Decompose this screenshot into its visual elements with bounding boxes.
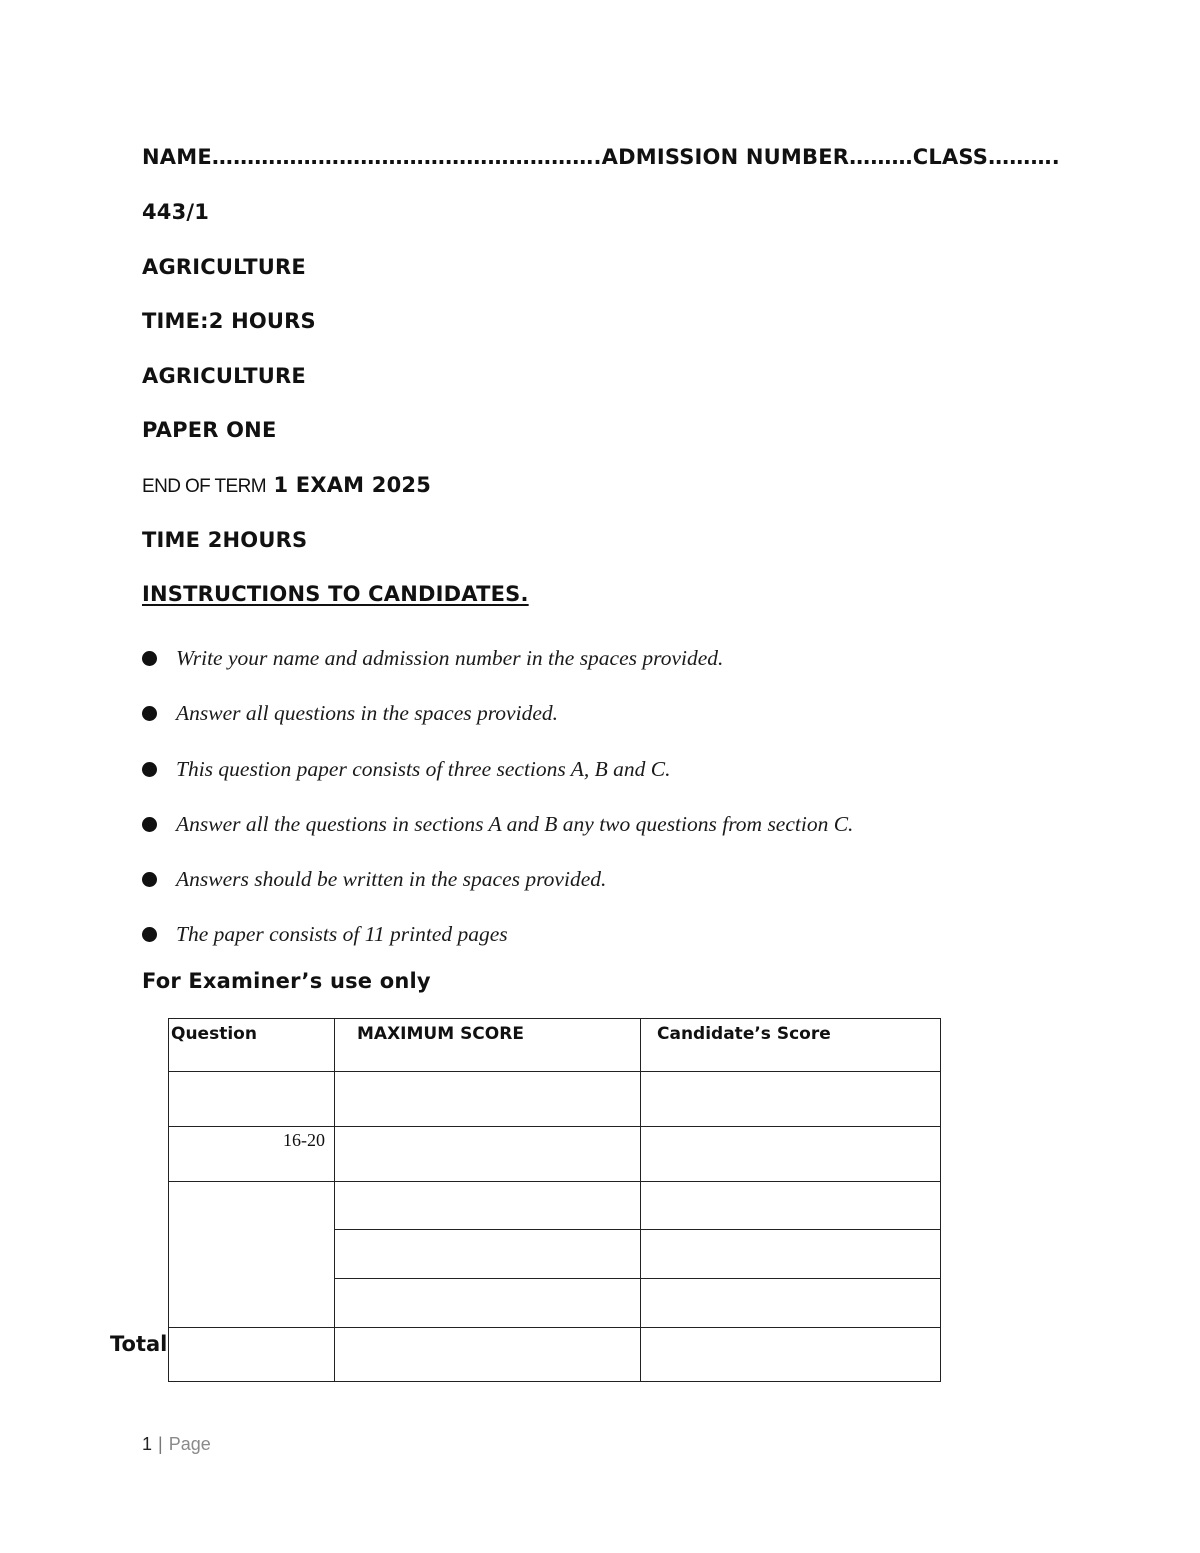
instruction-text: Answer all questions in the spaces provided.: [176, 701, 558, 725]
table-total-row: [169, 1328, 941, 1382]
maximum-score-cell: [335, 1279, 641, 1328]
instruction-item: [142, 922, 508, 947]
instruction-item: [142, 812, 853, 837]
column-header-question: Question: [169, 1019, 335, 1072]
bullet-icon: [142, 872, 157, 887]
instructions-heading: INSTRUCTIONS TO CANDIDATES.: [142, 582, 529, 606]
candidate-score-cell[interactable]: [641, 1072, 941, 1127]
table-row: [169, 1127, 941, 1182]
bullet-icon: [142, 927, 157, 942]
time-allowed: TIME:2 HOURS: [142, 309, 316, 333]
name-admission-class-line: NAME……………………………………………….ADMISSION NUMBER………CLASS……….: [142, 145, 1060, 169]
table-header-row: [169, 1019, 941, 1072]
table-row: [169, 1182, 941, 1230]
total-candidate-score-cell[interactable]: [641, 1328, 941, 1382]
score-table: [168, 1018, 941, 1382]
total-maximum-score-cell: [335, 1328, 641, 1382]
instruction-text: This question paper consists of three sections A, B and C.: [176, 757, 671, 781]
column-header-maximum-score: MAXIMUM SCORE: [335, 1019, 641, 1072]
exam-title-suffix: 1 EXAM 2025: [273, 473, 432, 497]
candidate-score-cell[interactable]: [641, 1230, 941, 1279]
table-row: [169, 1072, 941, 1127]
exam-title-prefix: END OF TERM: [142, 476, 266, 497]
instruction-item: [142, 701, 558, 726]
page-number: 1: [142, 1434, 153, 1454]
maximum-score-cell: [335, 1072, 641, 1127]
paper-name: PAPER ONE: [142, 418, 277, 442]
examiner-use-heading: For Examiner’s use only: [142, 969, 431, 993]
question-cell: [169, 1072, 335, 1127]
subject-title-repeat: AGRICULTURE: [142, 364, 306, 388]
page-word: Page: [168, 1434, 211, 1454]
maximum-score-cell: [335, 1182, 641, 1230]
bullet-icon: [142, 651, 157, 666]
page-footer: [142, 1434, 211, 1455]
maximum-score-cell: [335, 1127, 641, 1182]
paper-code: 443/1: [142, 200, 210, 224]
bullet-icon: [142, 706, 157, 721]
candidate-score-cell[interactable]: [641, 1182, 941, 1230]
instruction-text: Answers should be written in the spaces provided.: [176, 867, 607, 891]
footer-separator: |: [158, 1434, 163, 1454]
bullet-icon: [142, 817, 157, 832]
subject-title: AGRICULTURE: [142, 255, 306, 279]
instruction-item: [142, 646, 723, 671]
maximum-score-cell: [335, 1230, 641, 1279]
instruction-text: Write your name and admission number in the spaces provided.: [176, 646, 724, 670]
exam-title: [142, 473, 431, 498]
question-cell: 16-20: [169, 1127, 335, 1182]
total-label: Total: [110, 1332, 168, 1356]
instruction-text: The paper consists of 11 printed pages: [176, 922, 508, 946]
column-header-candidate-score: Candidate’s Score: [641, 1019, 941, 1072]
instruction-item: [142, 867, 606, 892]
total-question-cell: [169, 1328, 335, 1382]
instruction-text: Answer all the questions in sections A and B any two questions from section C.: [176, 812, 854, 836]
candidate-score-cell[interactable]: [641, 1279, 941, 1328]
question-cell-merged: [169, 1182, 335, 1328]
instruction-item: [142, 757, 671, 782]
time-allowed-repeat: TIME 2HOURS: [142, 528, 308, 552]
candidate-score-cell[interactable]: [641, 1127, 941, 1182]
bullet-icon: [142, 762, 157, 777]
